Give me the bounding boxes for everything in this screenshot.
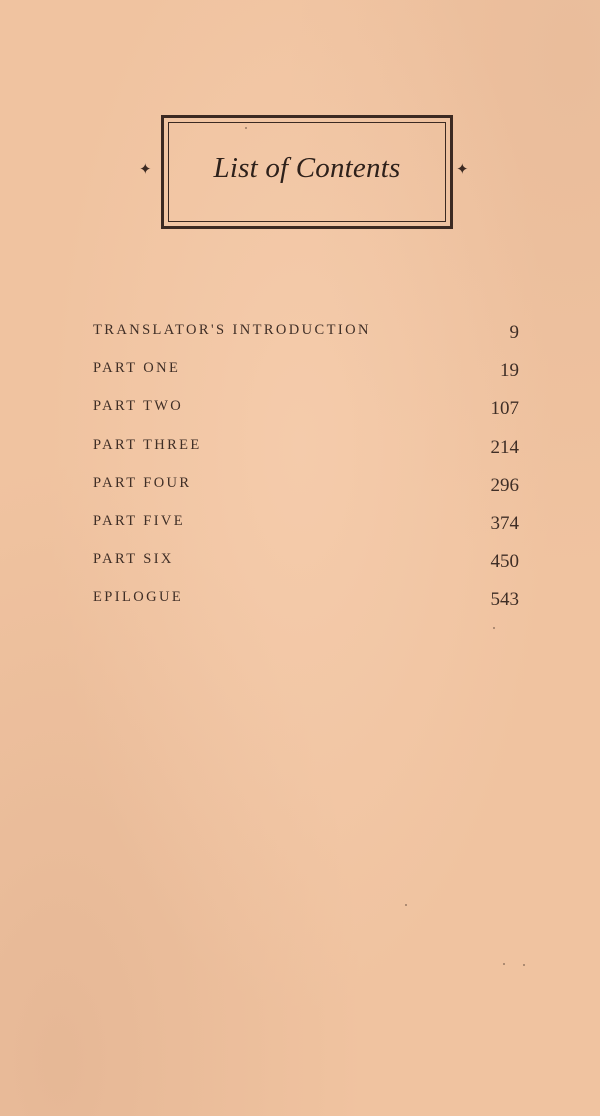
toc-entry [93,433,521,471]
toc-entry [93,356,521,394]
toc-entry-label: PART FOUR [93,474,192,491]
toc-entry [93,318,521,356]
toc-entry [93,547,521,585]
toc-entry [93,585,521,623]
toc-entry-label: PART THREE [93,436,202,453]
page-title: List of Contents [213,151,401,184]
toc-entry [93,471,521,509]
toc-entry-page: 19 [500,360,519,382]
paper-speck [503,963,505,965]
toc-entry-label: PART SIX [93,551,174,568]
toc-entry-page: 214 [490,436,519,458]
toc-entry-page: 374 [490,512,519,534]
toc-entry-label: PART FIVE [93,512,186,529]
toc-entry-label: EPILOGUE [93,589,184,606]
toc-entry-label: PART ONE [93,360,181,377]
toc-entry-page: 107 [490,398,519,420]
toc-entry [93,509,521,547]
title-frame [161,115,453,229]
toc-entry-label: TRANSLATOR'S INTRODUCTION [93,322,371,338]
paper-speck [245,127,247,129]
star-ornament-left-icon: ✦ [139,162,152,178]
paper-speck [405,904,407,906]
star-ornament-right-icon: ✦ [456,162,469,178]
toc-entry-page: 543 [490,589,519,611]
toc-entry-page: 450 [490,551,519,573]
title-frame-inner [168,122,446,222]
toc-entry-page: 9 [509,322,519,343]
toc-entry-page: 296 [490,474,519,496]
paper-speck [523,964,525,966]
paper-speck [493,627,495,629]
toc-entry-label: PART TWO [93,398,184,415]
table-of-contents [93,318,521,624]
toc-entry [93,394,521,432]
